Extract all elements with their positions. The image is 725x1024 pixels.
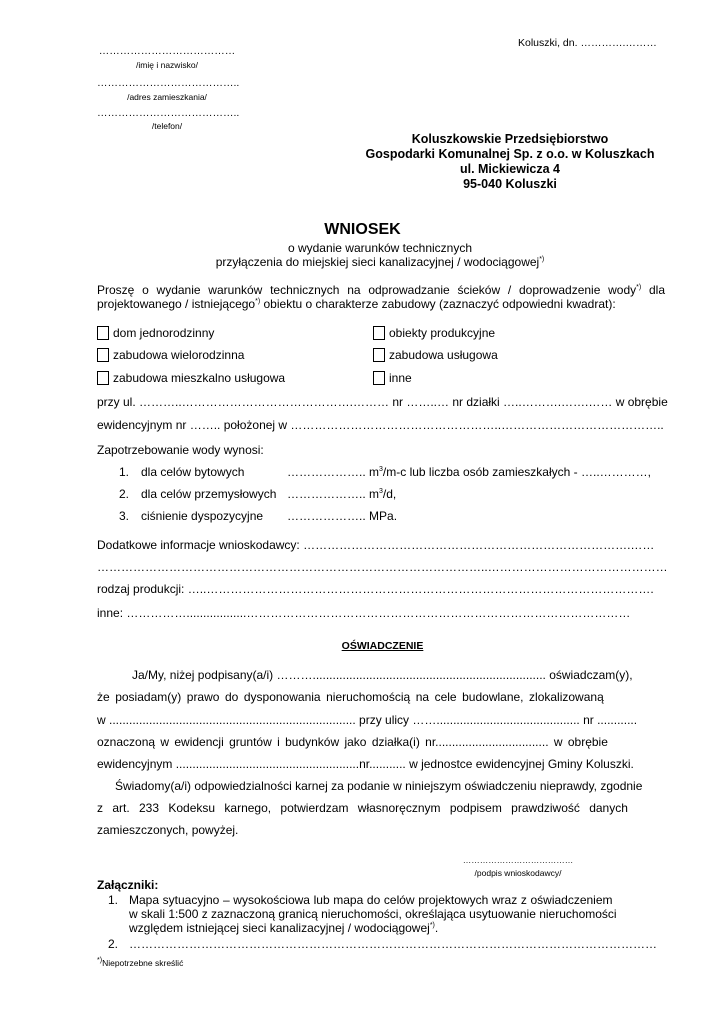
attachment-2-line: …………………………………………………………………………………………………………………… xyxy=(129,937,657,951)
name-label: /imię i nazwisko/ xyxy=(136,60,198,70)
attachment-1-line2: w skali 1:500 z zaznaczoną granicą nieruchomości, określająca usytuowanie nieruchomości xyxy=(129,907,617,921)
statement-line-5: ewidencyjnym .......................................................nr........... w jednostce ewidencyjnej Gminy Koluszki. xyxy=(97,757,634,771)
recipient-line4: 95-040 Koluszki xyxy=(463,177,557,191)
checkbox[interactable] xyxy=(373,326,385,340)
attachment-1-num: 1. xyxy=(108,893,119,907)
water-heading: Zapotrzebowanie wody wynosi: xyxy=(97,443,264,457)
water-item-2-value: ……………….. $m^3/d$, xyxy=(287,487,397,501)
water-item-3-value: ……………….. MPa. xyxy=(287,509,398,523)
additional-line1: Dodatkowe informacje wnioskodawcy: ……………………………………………………………………….…… xyxy=(97,538,655,552)
production-line: rodzaj produkcji: …..…………………………………………………………………………………………………. xyxy=(97,582,654,596)
attachments-heading: Załączniki: xyxy=(97,878,159,892)
place-date: Koluszki, dn. ………….……… xyxy=(518,37,657,49)
statement-line-2: że posiadam(y) prawo do dysponowania nieruchomością na cele budowlane, zlokalizowaną xyxy=(97,690,604,704)
water-item-1-label: dla celów bytowych xyxy=(141,465,245,479)
option-dom-jednorodzinny[interactable]: dom jednorodzinny xyxy=(97,326,214,340)
water-item-3: 3. xyxy=(119,509,130,523)
water-item-3-label: ciśnienie dyspozycyjne xyxy=(141,509,264,523)
attachment-2-num: 2. xyxy=(108,937,119,951)
subtitle-1: o wydanie warunków technicznych xyxy=(287,241,473,255)
additional-line2: ……………………………………………………………………………………..……………………………………… xyxy=(97,560,668,574)
other-line: inne: ……………..................…………………………………………………………………………………… xyxy=(97,606,631,620)
statement-heading: OŚWIADCZENIE xyxy=(341,640,424,652)
checkbox[interactable] xyxy=(97,348,109,362)
option-zabudowa-uslugowa[interactable]: zabudowa usługowa xyxy=(373,348,498,362)
signature-label: /podpis wnioskodawcy/ xyxy=(474,868,562,878)
recipient-line1: Koluszkowskie Przedsiębiorstwo xyxy=(411,132,609,146)
footnote: *)Niepotrzebne skreślić xyxy=(97,957,184,968)
water-item-1-value: ……………….. $m^3/m-c$ lub liczba osób zamieszkałych - …..…………, xyxy=(287,465,651,479)
request-paragraph: Proszę o wydanie warunków technicznych na odprowadzanie ścieków / doprowadzenie wody*) dla projektowanego / istniejącego*) obiektu o charakterze zabudowy (zaznaczyć odpowiedni kwadrat): xyxy=(97,283,665,311)
location-line2: ewidencyjnym nr …….. położonej w ……………………………………………..………………………………….. xyxy=(97,418,664,432)
phone-label: /telefon/ xyxy=(151,121,183,131)
option-zabudowa-wielorodzinna[interactable]: zabudowa wielorodzinna xyxy=(97,348,244,362)
statement-line-3: w .......................................................................... przy ulicy ……........................................... nr ............ xyxy=(97,713,638,727)
checkbox[interactable] xyxy=(97,371,109,385)
statement-line-8: zamieszczonych, powyżej. xyxy=(97,823,239,837)
phone-dots: ………………………………….. xyxy=(97,107,240,119)
option-zabudowa-mieszkalno-uslugowa[interactable]: zabudowa mieszkalno usługowa xyxy=(97,371,285,385)
option-inne[interactable]: inne xyxy=(373,371,412,385)
water-item-2: 2. xyxy=(119,487,130,501)
recipient-line3: ul. Mickiewicza 4 xyxy=(459,162,561,176)
location-line1: przy ul. ………..…………………………………….……… nr ……..… nr działki …..……….…….…… w obrębie xyxy=(97,395,668,409)
address-dots: ………………………………….. xyxy=(97,77,240,89)
statement-line-1: Ja/My, niżej podpisany(a/i) ………...................................................................... oświadczam(y), xyxy=(132,668,633,682)
attachment-1-line3: względem istniejącej sieci kanalizacyjnej / wodociągowej*). xyxy=(129,921,439,935)
document-title: WNIOSEK xyxy=(324,221,401,238)
address-label: /adres zamieszkania/ xyxy=(127,92,207,102)
checkbox[interactable] xyxy=(373,348,385,362)
name-dots: ………………………………… xyxy=(98,45,236,57)
subtitle-2: przyłączenia do miejskiej sieci kanalizacyjnej / wodociągowej*) xyxy=(215,255,545,269)
water-item-1: 1. xyxy=(119,465,130,479)
checkbox[interactable] xyxy=(373,371,385,385)
statement-line-6: Świadomy(a/i) odpowiedzialności karnej za podanie w niniejszym oświadczeniu nieprawdy, zgodnie xyxy=(115,779,643,793)
signature-dots: ………………………………… xyxy=(462,855,574,865)
water-item-2-label: dla celów przemysłowych xyxy=(141,487,277,501)
option-obiekty-produkcyjne[interactable]: obiekty produkcyjne xyxy=(373,326,495,340)
checkbox[interactable] xyxy=(97,326,109,340)
statement-line-4: oznaczoną w ewidencji gruntów i budynków jako działka(i) nr.................................. w obrębie xyxy=(97,735,608,749)
recipient-line2: Gospodarki Komunalnej Sp. z o.o. w Koluszkach xyxy=(365,147,655,161)
statement-line-7: z art. 233 Kodeksu karnego, potwierdzam własnoręcznym podpisem prawdziwość danych xyxy=(97,801,628,815)
attachment-1-line1: Mapa sytuacyjno – wysokościowa lub mapa do celów projektowych wraz z oświadczeniem xyxy=(129,893,613,907)
